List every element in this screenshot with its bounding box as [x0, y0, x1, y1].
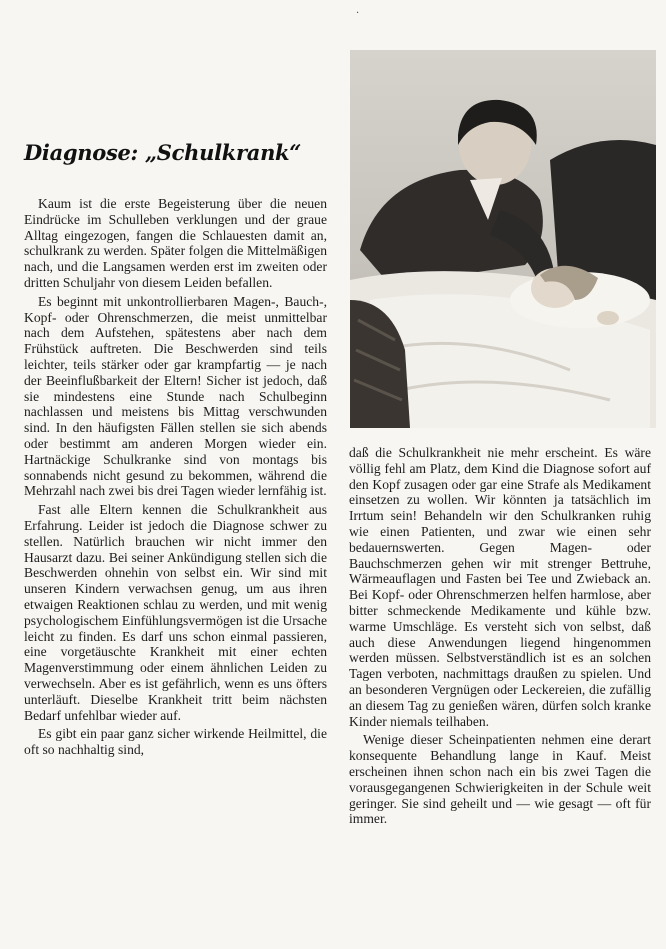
- paragraph: Kaum ist die erste Begeisterung über die neuen Eindrücke im Schulleben verklungen und der graue Alltag eingezogen, fangen die Schlauesten damit an, schulkrank zu werden. Später folgen die Mittelmäßigen nach, und die Langsamen werden erst im zweiten oder dritten Schuljahr von diesem Leiden befallen.: [24, 196, 327, 290]
- article-left-column: [24, 196, 327, 758]
- paragraph: Es beginnt mit unkontrollierbaren Magen-, Bauch-, Kopf- oder Ohrenschmerzen, die meist unmittelbar nach dem Aufstehen, spätestens aber nach dem Frühstück auftreten. Die Beschwerden sind teils leichter, teils stärker oder gar krampfartig — je nach der Beeinflußbarkeit der Eltern! Sicher ist jedoch, daß sie mindestens eine Stunde nach Schulbeginn nachlassen und meistens bis Mittag verschwunden sind. In den häufigsten Fällen stellen sie sich abends oder bestimmt am anderen Morgen wieder ein. Hartnäckige Schulkranke sind von montags bis sonnabends nicht gesund zu bekommen, während die Mehrzahl nach zwei bis drei Tagen wieder lernfähig ist.: [24, 293, 327, 499]
- paragraph: daß die Schulkrankheit nie mehr erscheint. Es wäre völlig fehl am Platz, dem Kind die Diagnose sofort auf den Kopf zusagen oder gar eine Strafe als Medikament einsetzen zu wollen. Wir könnten ja tatsächlich im Irrtum sein! Behandeln wir den Schulkranken ruhig wie einen Patienten, und zwar wie einen sehr bedauernswerten. Gegen Magen- oder Bauchschmerzen gehen wir mit strenger Bettruhe, Wärmeauflagen und Fasten bei Tee und Zwieback an. Bei Kopf- oder Ohrenschmerzen helfen harmlose, aber bitter schmeckende Medikamente und kühle bzw. warme Umschläge. Es versteht sich von selbst, daß auch diese Anwendungen liegend hingenommen werden müssen. Selbstverständlich ist es an solchen Tagen verboten, nachmittags draußen zu spielen. Und an besonderen Vergnügen oder Leckereien, die zufällig an diesem Tag zu genießen wären, dürfen solch kranke Kinder niemals teilhaben.: [349, 445, 651, 729]
- photo-mother-child-icon: [350, 50, 656, 428]
- paragraph: Fast alle Eltern kennen die Schulkrankheit aus Erfahrung. Leider ist jedoch die Diagnose schwer zu stellen. Natürlich brauchen wir nicht immer den Hausarzt dazu. Bei seiner Ankündigung stellen sich die Beschwerden ohnehin von selbst ein. Wir sind mit unseren Kindern verwachsen genug, um aus ihren etwaigen Reaktionen schlau zu werden, und mit wenig psychologischem Einfühlungsvermögen ist die Ursache leicht zu finden. Es darf uns schon einmal passieren, eine vorgetäuschte Krankheit mit einer echten Magenverstimmung oder einem ähnlichen Leiden zu verwechseln. Aber es ist gefährlich, wenn es uns öfters unterläuft. Dieselbe Krankheit tritt beim nächsten Bedarf unfehlbar wieder auf.: [24, 502, 327, 723]
- article-title: Diagnose: „Schulkrank“: [24, 140, 302, 165]
- article-photo: [350, 50, 656, 428]
- paragraph: Wenige dieser Scheinpatienten nehmen eine derart konsequente Behandlung lange in Kauf. Meist erscheinen ihnen schon nach ein bis zwei Tagen die vorausgegangenen Schwierigkeiten in der Schule weit geringer. Sie sind geheilt und — wie gesagt — oft für immer.: [349, 732, 651, 827]
- article-right-column: [349, 445, 651, 827]
- paragraph: Es gibt ein paar ganz sicher wirkende Heilmittel, die oft so nachhaltig sind,: [24, 726, 327, 758]
- page-dot: ·: [356, 8, 360, 19]
